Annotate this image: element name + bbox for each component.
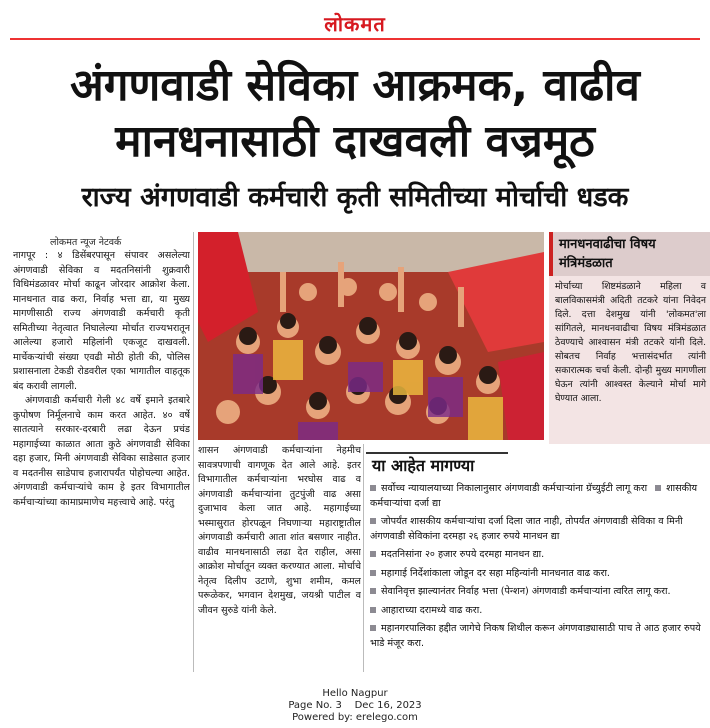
- demand-item: सर्वोच्च न्यायालयाच्या निकालानुसार अंगणवाडी कर्मचाऱ्यांना ग्रॅच्युईटी लागू करा शासकीय कर्मचाऱ्यांचा दर्जा द्या: [370, 483, 698, 509]
- headline-line-1: अंगणवाडी सेविका आक्रमक, वाढीव: [70, 60, 640, 111]
- square-bullet-icon: [370, 588, 376, 594]
- square-bullet-icon: [370, 607, 376, 613]
- footer-edition: Hello Nagpur: [322, 688, 388, 699]
- column-divider: [363, 444, 364, 672]
- column-divider: [193, 232, 194, 672]
- square-bullet-icon: [655, 485, 661, 491]
- footer-powered-by: Powered by: erelego.com: [292, 712, 418, 723]
- page-footer: [0, 688, 710, 724]
- masthead: [0, 10, 710, 37]
- square-bullet-icon: [370, 551, 376, 557]
- square-bullet-icon: [370, 570, 376, 576]
- subheadline: राज्य अंगणवाडी कर्मचारी कृती समितीच्या मोर्चाची धडक: [81, 182, 629, 213]
- demands-title: या आहेत मागण्या: [366, 452, 508, 478]
- demand-item: जोपर्यंत शासकीय कर्मचाऱ्यांचा दर्जा दिला जात नाही, तोपर्यंत अंगणवाडी सेविका व मिनी अंगणवाडी सेविकांना दरमहा २६ हजार रुपये मानधन द्या: [370, 516, 683, 542]
- sidebar-body: मोर्चाच्या शिष्टमंडळाने महिला व बालविकासमंत्री अदिती तटकरे यांना निवेदन दिले. दत्ता देशमुख यांनी 'लोकमत'ला सांगितले, मानधनवाढीचा विषय मंत्रिमंडळात ठेवण्याचे आश्वासन मंत्री तटकरे यांनी दिले. सोबतच निर्वाह भत्तासंदर्भात त्यांनी सकारात्मक चर्चा केली. दोन्ही मुख्य मागणीला घेऊन त्यांनी आश्वस्त केल्याने मोर्चा मागे घेण्यात आला.: [555, 281, 706, 404]
- masthead-logo: लोकमत: [324, 12, 386, 36]
- protest-crowd-image: [198, 232, 544, 440]
- demand-item: महागाई निर्देशांकाला जोडून दर सहा महिन्यांनी मानधनात वाढ करा.: [366, 565, 710, 584]
- article-column-2: [198, 444, 361, 674]
- demand-item: सेवानिवृत्त झाल्यानंतर निर्वाह भत्ता (पेन्शन) अंगणवाडी कर्मचाऱ्यांना त्वरित लागू करा.: [366, 583, 710, 602]
- demand-item: महानगरपालिका हद्दीत जागेचे निकष शिथील करून अंगणवाड्यासाठी पाच ते आठ हजार रुपये भाडे मंजूर करा.: [370, 623, 701, 649]
- article-paragraph: अंगणवाडी कर्मचारी गेली ४८ वर्षे इमाने इतबारे कुपोषण निर्मूलनाचे काम करत आहेत. ४० वर्षे सातत्याने सरकार-दरबारी लढा देऊन प्रचंड महागाईच्या काळात आता कुठे अंगणवाडी सेविका दहा हजार, मिनी अंगणवाडी सेविका साडेसात हजार व मदतनीस साडेपाच हजारापर्यंत पोहोचल्या आहेत. अंगणवाडी कर्मचाऱ्यांचे काम हे इतर विभागातील कर्मचाऱ्यांच्या कामाप्रमाणेच महत्त्वाचे आहे. परंतु: [13, 395, 190, 508]
- demands-box: [366, 452, 710, 674]
- masthead-rule: [10, 38, 700, 40]
- headline-line-2: मानधनासाठी दाखवली वज्रमूठ: [115, 116, 595, 167]
- article-paragraph: शासन अंगणवाडी कर्मचाऱ्यांना नेहमीच सावत्रपणाची वागणूक देत आले आहे. इतर विभागातील कर्मचाऱ्यांना भरघोस वाढ व अंगणवाडी कर्मचाऱ्यांना तुटपुंजी वाढ असा दुजाभाव केला जात आहे. महागाईच्या भस्मासुरात होरपळून निघणाऱ्या महाराष्ट्रातील अंगणवाडी कर्मचारी आता शांत बसणार नाहीत. वाढीव मानधनासाठी लढा देत राहील, असा आक्रोश मोर्चातून व्यक्त करण्यात आला. मोर्चाचे नेतृत्व दिलीप उटाणे, शुभा शमीम, कमल परूळेकर, भगवान देशमुख, जयश्री पाटील व जीवन सुरुडे यांनी केले.: [198, 445, 361, 616]
- demand-item: मदतनिसांना २० हजार रुपये दरमहा मानधन द्या.: [366, 546, 710, 565]
- article-column-1: [13, 249, 190, 669]
- byline: लोकमत न्यूज नेटवर्क: [50, 237, 122, 248]
- square-bullet-icon: [370, 625, 376, 631]
- square-bullet-icon: [370, 518, 376, 524]
- demand-item: आहाराच्या दरामध्ये वाढ करा.: [366, 602, 710, 621]
- footer-page-date: Page No. 3 Dec 16, 2023: [288, 700, 422, 711]
- square-bullet-icon: [370, 485, 376, 491]
- article-paragraph: नागपूर : ४ डिसेंबरपासून संपावर असलेल्या अंगणवाडी सेविका व मदतनिसांनी शुक्रवारी विधिमंडळावर मोर्चा काढून जोरदार आक्रोश केला. मानधनात वाढ करा, निर्वाह भत्ता द्या, या मुख्य मागणीसाठी राज्य अंगणवाडी कर्मचारी कृती समितीच्या नेतृत्वात निघालेल्या मोर्चात राज्यभरातून आलेल्या हजारो महिलांनी एकजूट दाखवली. मार्चेकऱ्यांची संख्या एवढी मोठी होती की, पोलिस प्रशासनाला टेकडी रोडवरील एका भागातील वाहतूक बंद करावी लागली.: [13, 250, 190, 392]
- sidebar-box: [549, 232, 710, 444]
- demands-list: [366, 480, 710, 653]
- sidebar-title: मानधनवाढीचा विषय मंत्रिमंडळात: [549, 232, 710, 276]
- protest-photo: [198, 232, 544, 440]
